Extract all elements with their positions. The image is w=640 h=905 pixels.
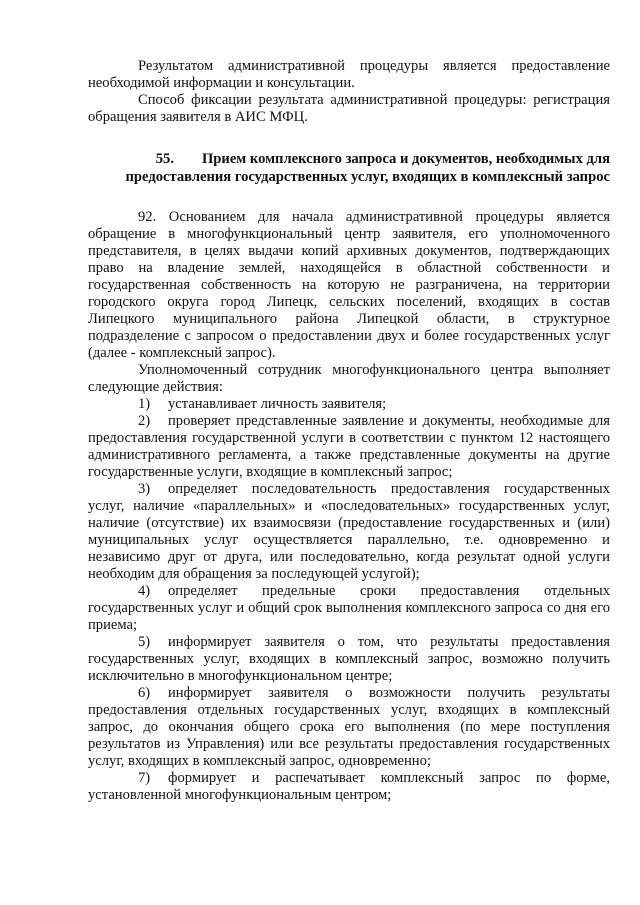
list-item-text: определяет предельные сроки предоставления отдельных государственных услуг и общий срок выполнения комплексного запроса со дня его приема; [88,583,610,633]
list-item-text: проверяет представленные заявление и документы, необходимые для предоставления государственной услуги в соответствии с пунктом 12 настоящего административного регламента, а также представленные документы на другие государственные услуги, входящие в комплексный запрос; [88,413,610,480]
section-heading [88,150,610,186]
fixation-paragraph: Способ фиксации результата административной процедуры: регистрация обращения заявителя в АИС МФЦ. [88,92,610,125]
list-item-number: 4) [138,583,151,599]
list-item-text: устанавливает личность заявителя; [168,396,387,412]
list-item-number: 5) [138,634,151,650]
list-item [88,583,610,634]
list-item-number: 2) [138,413,151,429]
list-item-number: 6) [138,685,151,701]
list-item [88,413,610,481]
paragraph-92: 92. Основанием для начала административной процедуры является обращение в многофункциональный центр заявителя, его уполномоченного представителя, в целях выдачи копий архивных документов, подтверждающих право на владение землей, находящейся в областной собственности и государственная собственность на которую не разграничена, на территории городского округа город Липецк, сельских поселений, входящих в состав Липецкого муниципального района Липецкой области, в структурное подразделение с запросом о предоставлении двух и более государственных услуг (далее - комплексный запрос). [88,209,610,361]
list-item [88,770,610,804]
section-title-line1: Прием комплексного запроса и документов, необходимых для [201,151,610,167]
list-item-number: 1) [138,396,151,412]
actions-intro: Уполномоченный сотрудник многофункционального центра выполняет следующие действия: [88,362,610,395]
section-title-line2: предоставления государственных услуг, входящих в комплексный запрос [125,169,610,185]
list-item-text: информирует заявителя о том, что результаты предоставления государственных услуг, входящих в комплексный запрос, возможно получить исключительно в многофункциональном центре; [88,634,610,684]
list-item-text: формирует и распечатывает комплексный запрос по форме, установленной многофункциональным центром; [88,770,610,803]
list-item [88,634,610,685]
list-item [88,685,610,770]
document-page [88,58,610,804]
list-item-number: 3) [138,481,151,497]
section-number: 55. [155,151,174,167]
list-item-number: 7) [138,770,151,786]
list-item [88,396,610,413]
list-item-text: определяет последовательность предоставления государственных услуг, наличие «параллельных» и «последовательных» государственных услуг, наличие (отсутствие) их взаимосвязи (предоставление государственных и (или) муниципальных услуг осуществляется параллельно, т.е. одновременно и независимо друг от друга, или последовательно, когда результат одной услуги необходим для обращения за последующей услугой); [88,481,610,582]
list-item [88,481,610,583]
section-heading-line1 [88,150,610,168]
list-item-text: информирует заявителя о возможности получить результаты предоставления отдельных государственных услуг, входящих в комплексный запрос, до окончания общего срока его выполнения (по мере поступления результатов из Управления) или все результаты предоставления государственных услуг, входящих в комплексный запрос, одновременно; [88,685,610,769]
result-paragraph: Результатом административной процедуры является предоставление необходимой информации и консультации. [88,58,610,91]
